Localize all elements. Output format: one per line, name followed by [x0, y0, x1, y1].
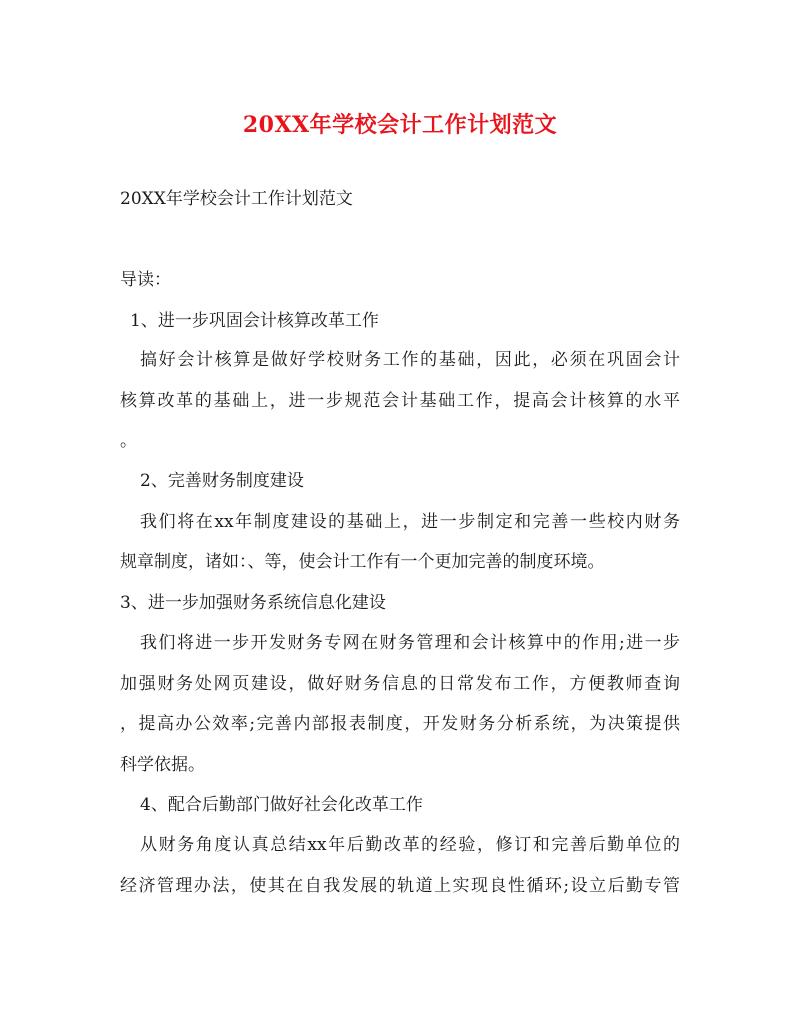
paragraph-line: 我们将进一步开发财务专网在财务管理和会计核算中的作用;进一步: [140, 633, 680, 653]
document-title: 20XX年学校会计工作计划范文: [242, 112, 558, 138]
paragraph-line: 。: [120, 431, 137, 451]
paragraph-line: 加强财务处网页建设，做好财务信息的日常发布工作，方便教师查询: [120, 674, 680, 694]
paragraph-line: 经济管理办法，使其在自我发展的轨道上实现良性循环;设立后勤专管: [120, 876, 680, 896]
intro-label: 导读：: [120, 270, 171, 290]
section-heading: 1、进一步巩固会计核算改革工作: [130, 311, 379, 331]
paragraph-line: 核算改革的基础上，进一步规范会计基础工作，提高会计核算的水平: [120, 391, 680, 411]
paragraph-line: 从财务角度认真总结xx年后勤改革的经验，修订和完善后勤单位的: [140, 835, 680, 855]
paragraph-line: 规章制度，诸如：、等，使会计工作有一个更加完善的制度环境。: [120, 552, 605, 572]
paragraph-line: 我们将在xx年制度建设的基础上，进一步制定和完善一些校内财务: [140, 512, 680, 532]
section-heading: 4、配合后勤部门做好社会化改革工作: [140, 795, 423, 815]
paragraph-line: ，提高办公效率;完善内部报表制度，开发财务分析系统，为决策提供: [120, 714, 680, 734]
section-heading: 3、进一步加强财务系统信息化建设: [120, 593, 386, 613]
paragraph-line: 科学依据。: [120, 755, 205, 775]
paragraph-line: 搞好会计核算是做好学校财务工作的基础，因此，必须在巩固会计: [140, 350, 680, 370]
document-subtitle: 20XX年学校会计工作计划范文: [120, 189, 353, 209]
section-heading: 2、完善财务制度建设: [140, 471, 304, 491]
